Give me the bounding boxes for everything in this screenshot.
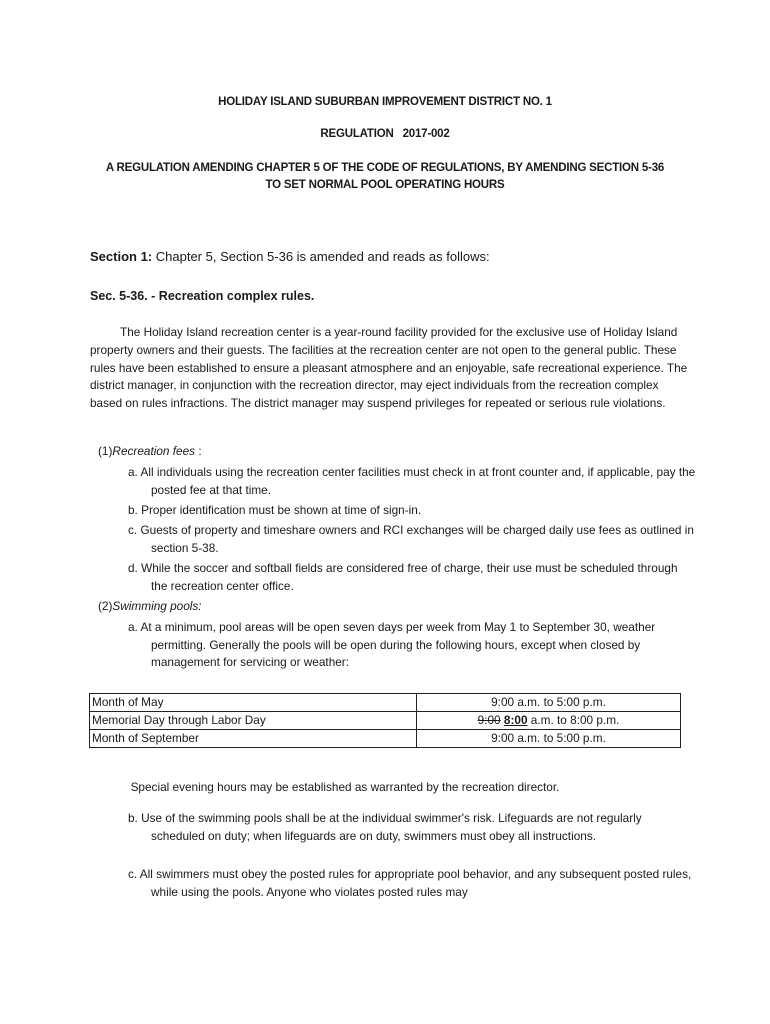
swimming-pools-title: Swimming pools: bbox=[112, 599, 202, 613]
section-1-text: Chapter 5, Section 5-36 is amended and reads as follows: bbox=[155, 249, 490, 264]
subtitle-line-1: A REGULATION AMENDING CHAPTER 5 OF THE CODE OF REGULATIONS, BY AMENDING SECTION 5-36 bbox=[105, 162, 665, 174]
fees-item-a: a. All individuals using the recreation center facilities must check in at front counter and, if applicable, pay the posted fee at that time. bbox=[128, 465, 696, 497]
fees-item-c: c. Guests of property and timeshare owners and RCI exchanges will be charged daily use fees as outlined in section 5-38. bbox=[128, 523, 694, 555]
subtitle-line-2: TO SET NORMAL POOL OPERATING HOURS bbox=[265, 179, 505, 191]
regulation-number: REGULATION 2017-002 bbox=[320, 128, 450, 140]
pools-item-c: c. All swimmers must obey the posted rules for appropriate pool behavior, and any subsequent posted rules, while using the pools. Anyone who violates posted rules may bbox=[128, 867, 692, 899]
recreation-fees-number: (1) bbox=[98, 444, 113, 458]
fees-item-d: d. While the soccer and softball fields are considered free of charge, their use must be scheduled through the recreation center office. bbox=[128, 561, 678, 593]
pools-item-a: a. At a minimum, pool areas will be open seven days per week from May 1 to September 30, weather permitting. Generally the pools will be open during the following hours, except when closed by management for servicing or weather: bbox=[128, 620, 656, 670]
table-row bbox=[90, 694, 681, 712]
inserted-start-time: 8:00 bbox=[503, 713, 528, 727]
hours-cell: 9:00 a.m. to 5:00 p.m. bbox=[417, 730, 681, 748]
hours-cell: 9:00 a.m. to 5:00 p.m. bbox=[417, 694, 681, 712]
recreation-fees-suffix: : bbox=[195, 444, 202, 458]
hours-cell-amended bbox=[417, 712, 681, 730]
swimming-pools-number: (2) bbox=[98, 599, 113, 613]
recreation-fees-title: Recreation fees bbox=[112, 444, 196, 458]
pool-hours-table bbox=[89, 693, 681, 748]
regulation-subtitle bbox=[60, 160, 710, 194]
hours-remainder: a.m. to 8:00 p.m. bbox=[527, 713, 620, 727]
district-title: HOLIDAY ISLAND SUBURBAN IMPROVEMENT DISTRICT NO. 1 bbox=[218, 96, 552, 108]
swimming-pools-heading bbox=[98, 599, 202, 613]
pools-item-b: b. Use of the swimming pools shall be at the individual swimmer's risk. Lifeguards are not regularly scheduled on duty; when lifeguards are on duty, swimmers must obey all instructions. bbox=[128, 811, 642, 843]
table-row bbox=[90, 730, 681, 748]
intro-paragraph: The Holiday Island recreation center is a year-round facility provided for the exclusive use of Holiday Island property owners and their guests. The facilities at the recreation center are not open to the general public. These rules have been established to ensure a pleasant atmosphere and an enjoyable, safe recreational experience. The district manager, in conjunction with the recreation director, may eject individuals from the recreation complex based on rules infractions. The district manager may suspend privileges for repeated or serious rule violations. bbox=[90, 325, 688, 411]
section-1-label: Section 1: bbox=[90, 249, 153, 264]
sec-5-36-title: Sec. 5-36. - Recreation complex rules. bbox=[90, 289, 315, 303]
deleted-start-time: 9:00 bbox=[477, 713, 501, 727]
special-hours-note: Special evening hours may be established as warranted by the recreation director. bbox=[130, 780, 560, 794]
period-cell: Month of May bbox=[90, 694, 417, 712]
table-row bbox=[90, 712, 681, 730]
section-1-heading bbox=[90, 248, 490, 266]
period-cell: Month of September bbox=[90, 730, 417, 748]
period-cell: Memorial Day through Labor Day bbox=[90, 712, 417, 730]
recreation-fees-heading bbox=[98, 444, 202, 458]
fees-item-b: b. Proper identification must be shown at time of sign-in. bbox=[128, 503, 422, 517]
